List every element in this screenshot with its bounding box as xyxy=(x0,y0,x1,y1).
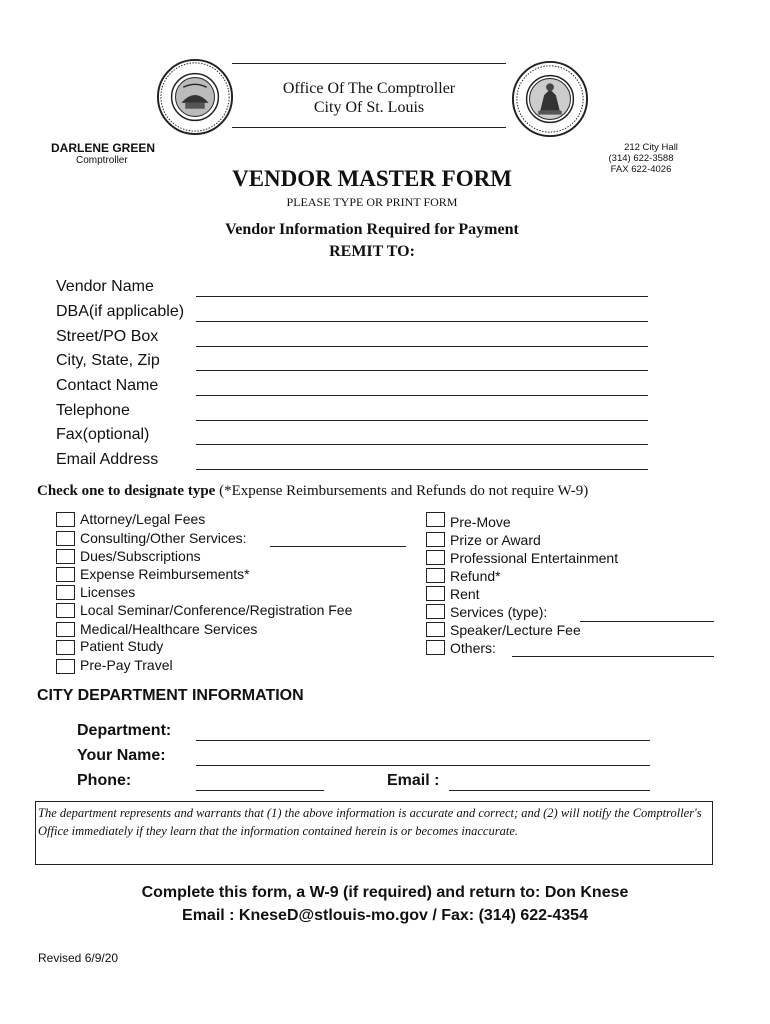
city-state-zip-label: City, State, Zip xyxy=(56,352,160,369)
header-rule-top xyxy=(232,63,506,64)
email-address-input[interactable] xyxy=(196,469,648,470)
option-services-label: Services (type): xyxy=(450,604,548,620)
checkbox-expense[interactable] xyxy=(56,567,75,582)
department-input[interactable] xyxy=(196,740,650,741)
checkbox-attorney[interactable] xyxy=(56,512,75,527)
fax-input[interactable] xyxy=(196,444,648,445)
checkbox-consulting[interactable] xyxy=(56,531,75,546)
disclaimer-box xyxy=(35,801,713,865)
department-label: Department: xyxy=(77,722,172,739)
option-attorney-label: Attorney/Legal Fees xyxy=(80,511,206,527)
vendor-name-label: Vendor Name xyxy=(56,278,154,295)
telephone-input[interactable] xyxy=(196,420,648,421)
contact-name-label: Contact Name xyxy=(56,377,159,394)
option-entertainment-label: Professional Entertainment xyxy=(450,550,619,566)
return-contact: Email : KneseD@stlouis-mo.gov / Fax: (314) 622-4354 xyxy=(182,907,588,924)
official-block xyxy=(51,141,155,166)
checkbox-prepay-travel[interactable] xyxy=(56,659,75,674)
checkbox-speaker[interactable] xyxy=(426,622,445,637)
vendor-name-input[interactable] xyxy=(196,296,648,297)
your-name-input[interactable] xyxy=(196,765,650,766)
office-name xyxy=(232,79,506,117)
others-type-input[interactable] xyxy=(512,656,714,657)
checkbox-seminar[interactable] xyxy=(56,603,75,618)
vendor-info-heading: Vendor Information Required for Payment xyxy=(225,221,519,238)
office-line-1: Office Of The Comptroller xyxy=(282,80,456,97)
disclaimer-text: The department represents and warrants that (1) the above information is accurate and correct; and (2) will notify the Comptroller's Office immediately if they learn that the information contained herein is or becomes inaccurate. xyxy=(38,806,702,838)
option-prize-label: Prize or Award xyxy=(450,532,541,548)
checkbox-premove[interactable] xyxy=(426,512,445,527)
option-refund-label: Refund* xyxy=(450,568,501,584)
type-heading-bold: Check one to designate type xyxy=(37,483,216,499)
checkbox-medical[interactable] xyxy=(56,622,75,637)
checkbox-prize[interactable] xyxy=(426,532,445,547)
option-seminar-label: Local Seminar/Conference/Registration Fee xyxy=(80,602,353,618)
checkbox-patient-study[interactable] xyxy=(56,640,75,655)
phone-label: Phone: xyxy=(77,772,132,789)
option-speaker-label: Speaker/Lecture Fee xyxy=(450,622,581,638)
checkbox-services[interactable] xyxy=(426,604,445,619)
checkbox-licenses[interactable] xyxy=(56,585,75,600)
revised-date: Revised 6/9/20 xyxy=(38,951,119,965)
checkbox-rent[interactable] xyxy=(426,586,445,601)
return-instructions: Complete this form, a W-9 (if required) and return to: Don Knese xyxy=(141,884,629,901)
dba-input[interactable] xyxy=(196,321,648,322)
consulting-type-input[interactable] xyxy=(270,546,406,547)
contact-name-input[interactable] xyxy=(196,395,648,396)
services-type-input[interactable] xyxy=(580,621,714,622)
department-seal-logo xyxy=(511,60,589,138)
your-name-label: Your Name: xyxy=(77,747,166,764)
office-line-2: City Of St. Louis xyxy=(313,99,425,116)
street-input[interactable] xyxy=(196,346,648,347)
option-dues-label: Dues/Subscriptions xyxy=(80,548,201,564)
option-rent-label: Rent xyxy=(450,586,480,602)
city-state-zip-input[interactable] xyxy=(196,370,648,371)
option-consulting-label: Consulting/Other Services: xyxy=(80,530,247,546)
header-rule-bottom xyxy=(232,127,506,128)
fax-label: Fax(optional) xyxy=(56,426,150,443)
office-address xyxy=(596,142,686,175)
address-line-3: FAX 622-4026 xyxy=(610,164,672,175)
checkbox-entertainment[interactable] xyxy=(426,550,445,565)
type-heading-note: (*Expense Reimbursements and Refunds do not require W-9) xyxy=(219,483,589,499)
option-licenses-label: Licenses xyxy=(80,584,136,600)
telephone-label: Telephone xyxy=(56,402,130,419)
option-others-label: Others: xyxy=(450,640,496,656)
option-medical-label: Medical/Healthcare Services xyxy=(80,621,258,637)
address-line-1: 212 City Hall xyxy=(624,142,678,153)
city-dept-heading: CITY DEPARTMENT INFORMATION xyxy=(37,687,304,704)
checkbox-refund[interactable] xyxy=(426,568,445,583)
dept-email-label: Email : xyxy=(387,772,440,789)
dba-label: DBA(if applicable) xyxy=(56,303,185,320)
address-line-2: (314) 622-3588 xyxy=(608,153,674,164)
type-section-heading xyxy=(37,483,588,500)
city-seal-logo xyxy=(156,58,234,136)
official-title: Comptroller xyxy=(76,155,128,166)
street-label: Street/PO Box xyxy=(56,328,159,345)
dept-email-input[interactable] xyxy=(449,790,650,791)
form-title: VENDOR MASTER FORM xyxy=(232,166,512,191)
form-subtitle: PLEASE TYPE OR PRINT FORM xyxy=(286,195,458,209)
option-premove-label: Pre-Move xyxy=(450,514,511,530)
checkbox-dues[interactable] xyxy=(56,549,75,564)
official-name: DARLENE GREEN xyxy=(51,141,156,155)
option-prepay-travel-label: Pre-Pay Travel xyxy=(80,657,173,673)
remit-to-heading: REMIT TO: xyxy=(329,243,415,260)
email-address-label: Email Address xyxy=(56,451,159,468)
option-expense-label: Expense Reimbursements* xyxy=(80,566,250,582)
option-patient-study-label: Patient Study xyxy=(80,638,164,654)
phone-input[interactable] xyxy=(196,790,324,791)
checkbox-others[interactable] xyxy=(426,640,445,655)
